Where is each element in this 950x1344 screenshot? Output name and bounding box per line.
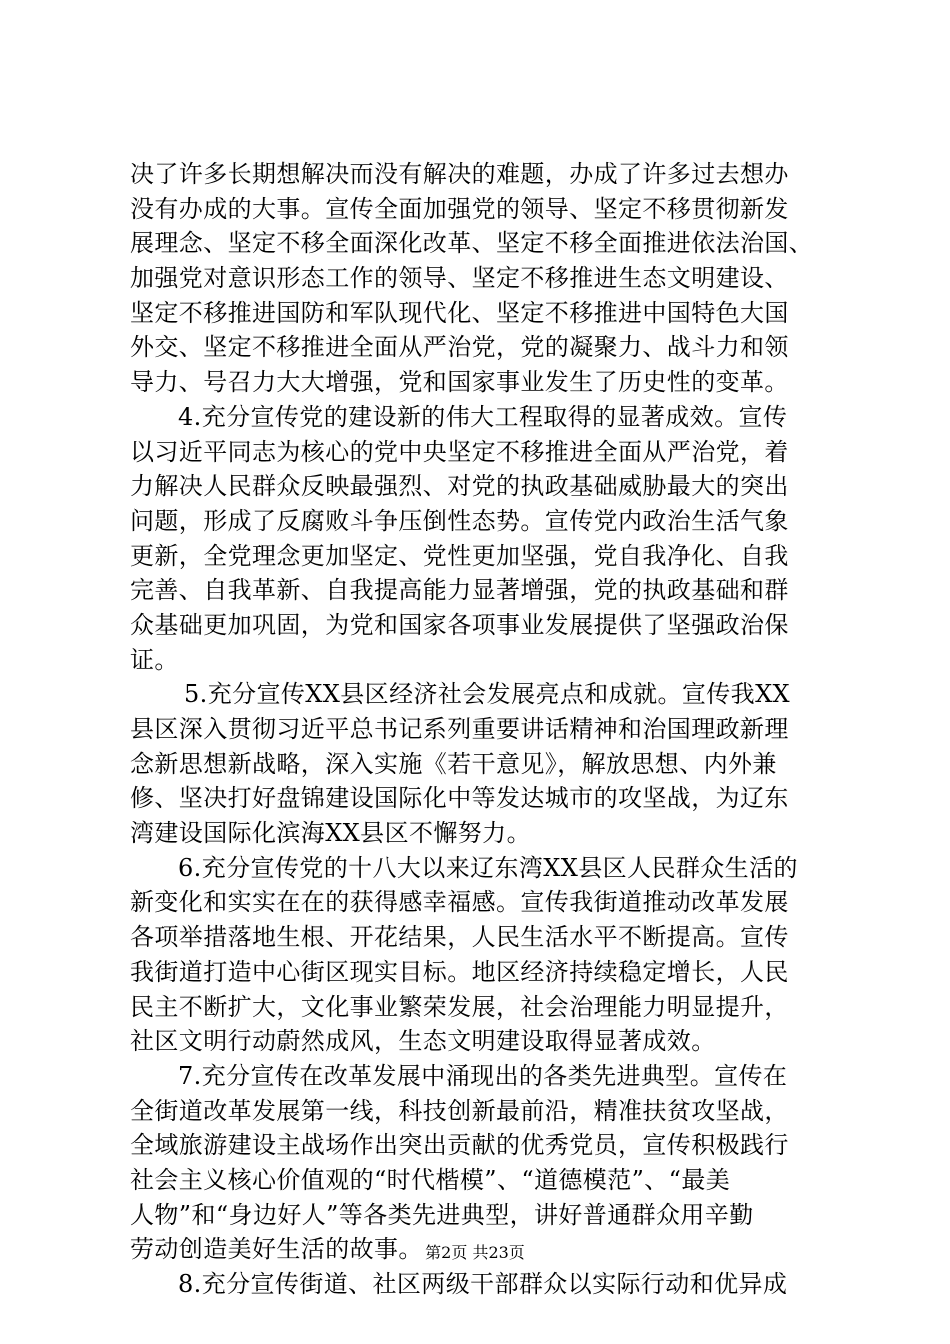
paragraph-7-start: 7.充分宣传在改革发展中涌现出的各类先进典型。宣传在 (178, 1061, 788, 1090)
text-line: 外交、坚定不移推进全面从严治党，党的凝聚力、战斗力和领 (130, 333, 789, 362)
text-line: 社区文明行动蔚然成风，生态文明建设取得显著成效。 (130, 1027, 716, 1056)
text-line: 问题，形成了反腐败斗争压倒性态势。宣传党内政治生活气象 (130, 506, 789, 535)
text-line: 我街道打造中心街区现实目标。地区经济持续稳定增长，人民 (130, 957, 789, 986)
paragraph-8-start: 8.充分宣传街道、社区两级干部群众以实际行动和优异成 (178, 1270, 788, 1298)
text-line: 人物”和“身边好人”等各类先进典型，讲好普通群众用辛勤 (130, 1200, 754, 1229)
text-line: 众基础更加巩固，为党和国家各项事业发展提供了坚强政治保 (130, 610, 789, 639)
text-line: 坚定不移推进国防和军队现代化、坚定不移推进中国特色大国 (130, 298, 789, 327)
text-line: 完善、自我革新、自我提高能力显著增强，党的执政基础和群 (130, 576, 789, 605)
text-line: 力解决人民群众反映最强烈、对党的执政基础威胁最大的突出 (130, 472, 789, 501)
text-line: 没有办成的大事。宣传全面加强党的领导、坚定不移贯彻新发 (130, 194, 789, 223)
paragraph-4-start: 4.充分宣传党的建设新的伟大工程取得的显著成效。宣传 (178, 402, 788, 431)
paragraph-6-start: 6.充分宣传党的十八大以来辽东湾XX县区人民群众生活的 (178, 853, 798, 882)
text-line: 加强党对意识形态工作的领导、坚定不移推进生态文明建设、 (130, 264, 789, 293)
text-line: 全域旅游建设主战场作出突出贡献的优秀党员，宣传积极践行 (130, 1131, 789, 1160)
text-line: 更新，全党理念更加坚定、党性更加坚强，党自我净化、自我 (130, 541, 789, 570)
text-line: 县区深入贯彻习近平总书记系列重要讲话精神和治国理政新理 (130, 715, 789, 743)
text-line: 证。 (130, 645, 179, 674)
text-line: 社会主义核心价值观的“时代楷模”、“道德模范”、“最美 (130, 1165, 731, 1194)
text-line: 以习近平同志为核心的党中央坚定不移推进全面从严治党，着 (130, 437, 789, 466)
text-line: 决了许多长期想解决而没有解决的难题，办成了许多过去想办 (130, 160, 789, 188)
text-line: 展理念、坚定不移全面深化改革、坚定不移全面推进依法治国、 (130, 229, 814, 258)
text-line: 念新思想新战略，深入实施《若干意见》，解放思想、内外兼 (130, 749, 777, 778)
text-line: 湾建设国际化滨海XX县区不懈努力。 (130, 819, 531, 848)
paragraph-5-start: 5.充分宣传XX县区经济社会发展亮点和成就。宣传我XX (184, 680, 791, 709)
text-line: 全街道改革发展第一线，科技创新最前沿，精准扶贫攻坚战， (130, 1096, 789, 1125)
text-line: 各项举措落地生根、开花结果，人民生活水平不断提高。宣传 (130, 923, 789, 952)
text-line: 劳动创造美好生活的故事。 (130, 1235, 423, 1264)
text-line: 民主不断扩大，文化事业繁荣发展，社会治理能力明显提升， (130, 992, 789, 1021)
text-line: 修、坚决打好盘锦建设国际化中等发达城市的攻坚战，为辽东 (130, 784, 789, 813)
text-line: 新变化和实实在在的获得感幸福感。宣传我街道推动改革发展 (130, 888, 789, 917)
body-text (130, 157, 830, 1302)
text-line: 导力、号召力大大增强，党和国家事业发生了历史性的变革。 (130, 368, 789, 397)
page-footer: 第2页 共23页 (425, 1243, 525, 1262)
